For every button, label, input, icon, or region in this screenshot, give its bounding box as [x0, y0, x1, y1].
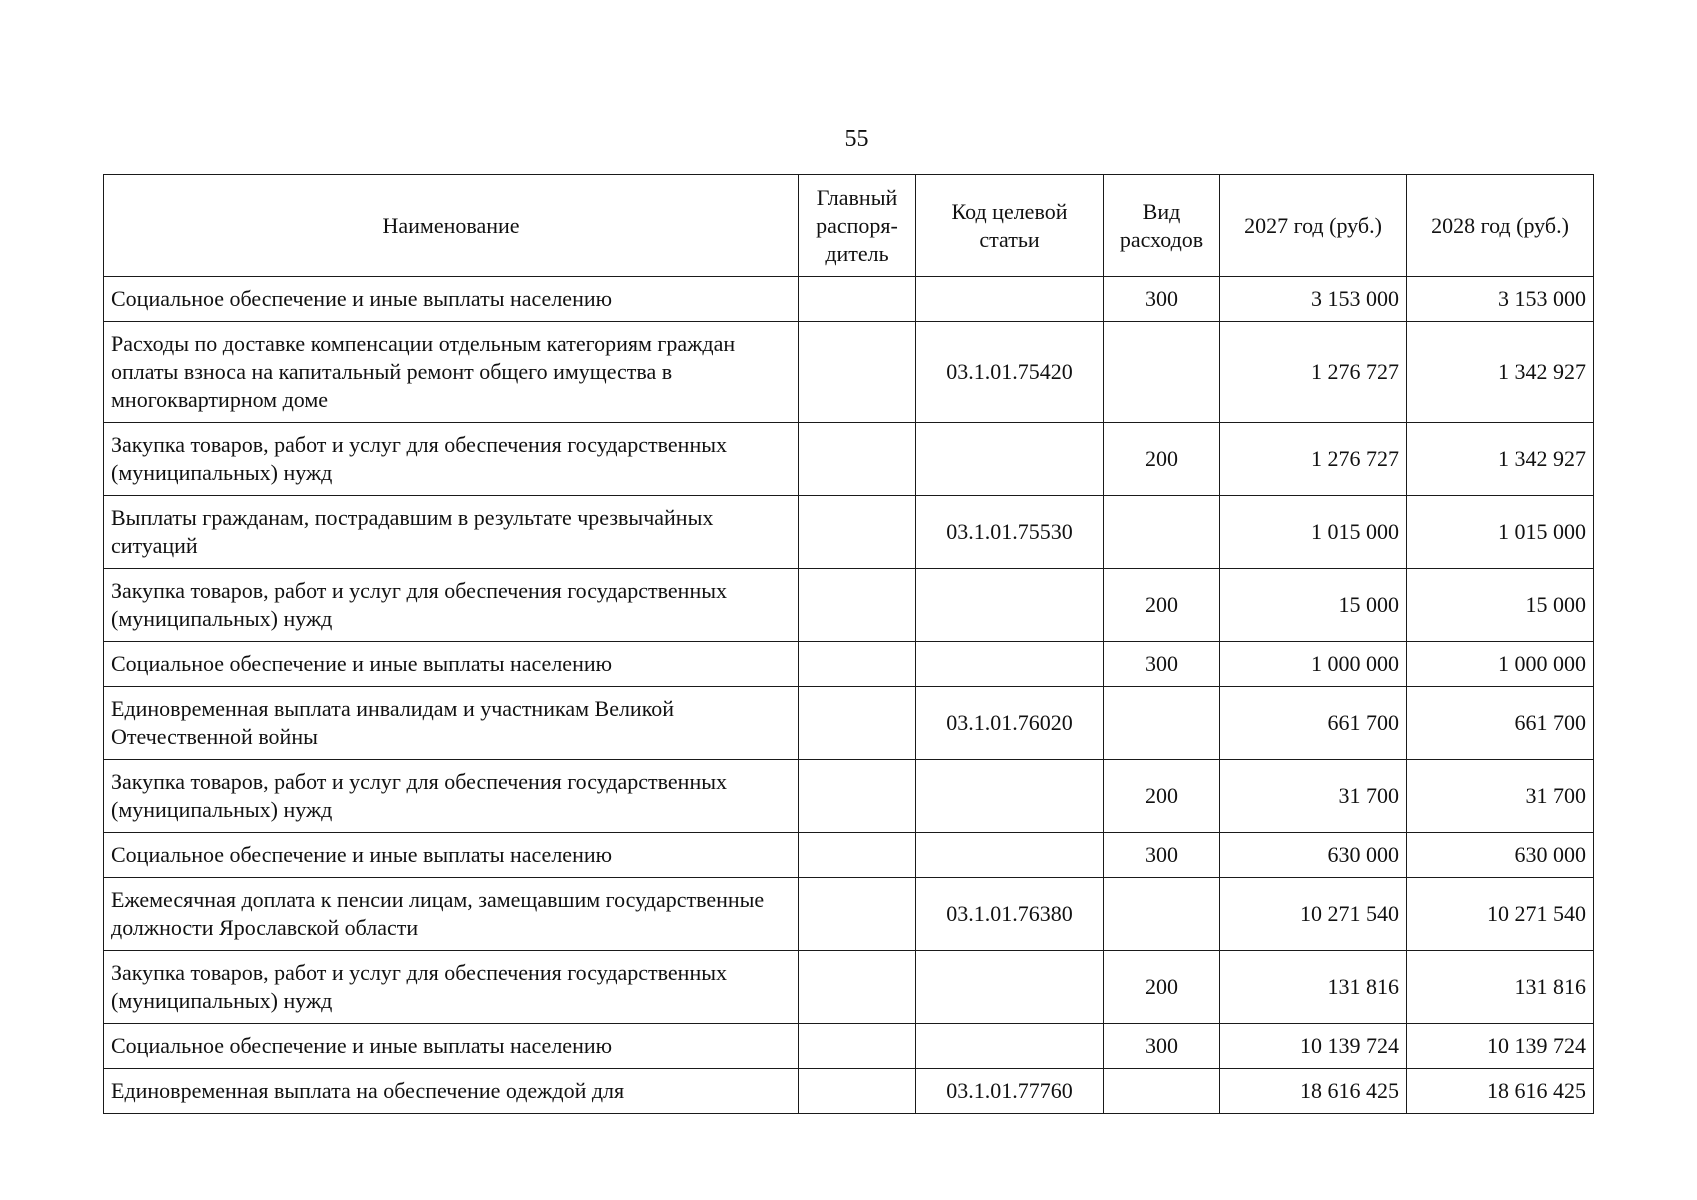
cell-manager	[799, 496, 916, 569]
cell-2027: 630 000	[1220, 833, 1407, 878]
cell-name: Закупка товаров, работ и услуг для обеспечения государственных (муниципальных) нужд	[104, 951, 799, 1024]
cell-type: 300	[1104, 277, 1220, 322]
cell-2028: 630 000	[1407, 833, 1594, 878]
cell-name: Социальное обеспечение и иные выплаты населению	[104, 642, 799, 687]
cell-2027: 10 139 724	[1220, 1024, 1407, 1069]
cell-code	[916, 569, 1104, 642]
cell-name: Единовременная выплата на обеспечение одеждой для	[104, 1069, 799, 1114]
cell-code	[916, 760, 1104, 833]
cell-2027: 31 700	[1220, 760, 1407, 833]
cell-type	[1104, 878, 1220, 951]
cell-name: Социальное обеспечение и иные выплаты населению	[104, 277, 799, 322]
cell-type	[1104, 687, 1220, 760]
cell-code	[916, 833, 1104, 878]
header-2028: 2028 год (руб.)	[1407, 175, 1594, 277]
header-name: Наименование	[104, 175, 799, 277]
cell-name: Выплаты гражданам, пострадавшим в результате чрезвычайных ситуаций	[104, 496, 799, 569]
cell-2028: 31 700	[1407, 760, 1594, 833]
table-row	[104, 687, 1594, 760]
cell-type	[1104, 322, 1220, 423]
cell-2027: 3 153 000	[1220, 277, 1407, 322]
cell-name: Закупка товаров, работ и услуг для обеспечения государственных (муниципальных) нужд	[104, 569, 799, 642]
table-row	[104, 951, 1594, 1024]
table-row	[104, 1024, 1594, 1069]
cell-code	[916, 642, 1104, 687]
cell-type: 200	[1104, 569, 1220, 642]
cell-code: 03.1.01.77760	[916, 1069, 1104, 1114]
cell-name: Социальное обеспечение и иные выплаты населению	[104, 1024, 799, 1069]
cell-2028: 15 000	[1407, 569, 1594, 642]
cell-type	[1104, 496, 1220, 569]
cell-2028: 661 700	[1407, 687, 1594, 760]
cell-manager	[799, 569, 916, 642]
table-row	[104, 322, 1594, 423]
cell-manager	[799, 642, 916, 687]
table-header-row	[104, 175, 1594, 277]
cell-2028: 1 015 000	[1407, 496, 1594, 569]
cell-2027: 661 700	[1220, 687, 1407, 760]
cell-manager	[799, 833, 916, 878]
cell-type: 200	[1104, 760, 1220, 833]
cell-type	[1104, 1069, 1220, 1114]
cell-name: Социальное обеспечение и иные выплаты населению	[104, 833, 799, 878]
cell-2027: 15 000	[1220, 569, 1407, 642]
cell-code: 03.1.01.75530	[916, 496, 1104, 569]
cell-2028: 131 816	[1407, 951, 1594, 1024]
header-type: Вид расходов	[1104, 175, 1220, 277]
table-row	[104, 878, 1594, 951]
cell-2027: 131 816	[1220, 951, 1407, 1024]
cell-manager	[799, 687, 916, 760]
header-manager: Главный распоря-дитель	[799, 175, 916, 277]
cell-2028: 3 153 000	[1407, 277, 1594, 322]
cell-2027: 10 271 540	[1220, 878, 1407, 951]
table-row	[104, 642, 1594, 687]
cell-2027: 1 000 000	[1220, 642, 1407, 687]
table-row	[104, 760, 1594, 833]
cell-manager	[799, 322, 916, 423]
cell-code: 03.1.01.76380	[916, 878, 1104, 951]
cell-2028: 18 616 425	[1407, 1069, 1594, 1114]
cell-manager	[799, 277, 916, 322]
page-number: 55	[844, 126, 869, 152]
cell-type: 300	[1104, 1024, 1220, 1069]
cell-2027: 1 276 727	[1220, 322, 1407, 423]
cell-name: Расходы по доставке компенсации отдельным категориям граждан оплаты взноса на капитальный ремонт общего имущества в многоквартирном доме	[104, 322, 799, 423]
cell-type: 300	[1104, 642, 1220, 687]
cell-code	[916, 423, 1104, 496]
table-row	[104, 833, 1594, 878]
cell-name: Закупка товаров, работ и услуг для обеспечения государственных (муниципальных) нужд	[104, 423, 799, 496]
cell-type: 200	[1104, 951, 1220, 1024]
budget-table	[103, 174, 1594, 1114]
cell-manager	[799, 951, 916, 1024]
cell-manager	[799, 1069, 916, 1114]
cell-2028: 10 139 724	[1407, 1024, 1594, 1069]
cell-2028: 1 342 927	[1407, 322, 1594, 423]
table-row	[104, 423, 1594, 496]
header-code: Код целевой статьи	[916, 175, 1104, 277]
cell-type: 300	[1104, 833, 1220, 878]
cell-type: 200	[1104, 423, 1220, 496]
cell-name: Единовременная выплата инвалидам и участникам Великой Отечественной войны	[104, 687, 799, 760]
header-2027: 2027 год (руб.)	[1220, 175, 1407, 277]
cell-2028: 1 342 927	[1407, 423, 1594, 496]
cell-2027: 1 276 727	[1220, 423, 1407, 496]
cell-code: 03.1.01.76020	[916, 687, 1104, 760]
cell-manager	[799, 1024, 916, 1069]
cell-code	[916, 1024, 1104, 1069]
cell-code: 03.1.01.75420	[916, 322, 1104, 423]
cell-name: Закупка товаров, работ и услуг для обеспечения государственных (муниципальных) нужд	[104, 760, 799, 833]
cell-2028: 10 271 540	[1407, 878, 1594, 951]
table-row	[104, 496, 1594, 569]
cell-name: Ежемесячная доплата к пенсии лицам, замещавшим государственные должности Ярославской области	[104, 878, 799, 951]
cell-code	[916, 277, 1104, 322]
cell-2027: 1 015 000	[1220, 496, 1407, 569]
cell-manager	[799, 760, 916, 833]
cell-2028: 1 000 000	[1407, 642, 1594, 687]
table-row	[104, 1069, 1594, 1114]
cell-2027: 18 616 425	[1220, 1069, 1407, 1114]
cell-code	[916, 951, 1104, 1024]
table-row	[104, 569, 1594, 642]
cell-manager	[799, 878, 916, 951]
cell-manager	[799, 423, 916, 496]
table-row	[104, 277, 1594, 322]
